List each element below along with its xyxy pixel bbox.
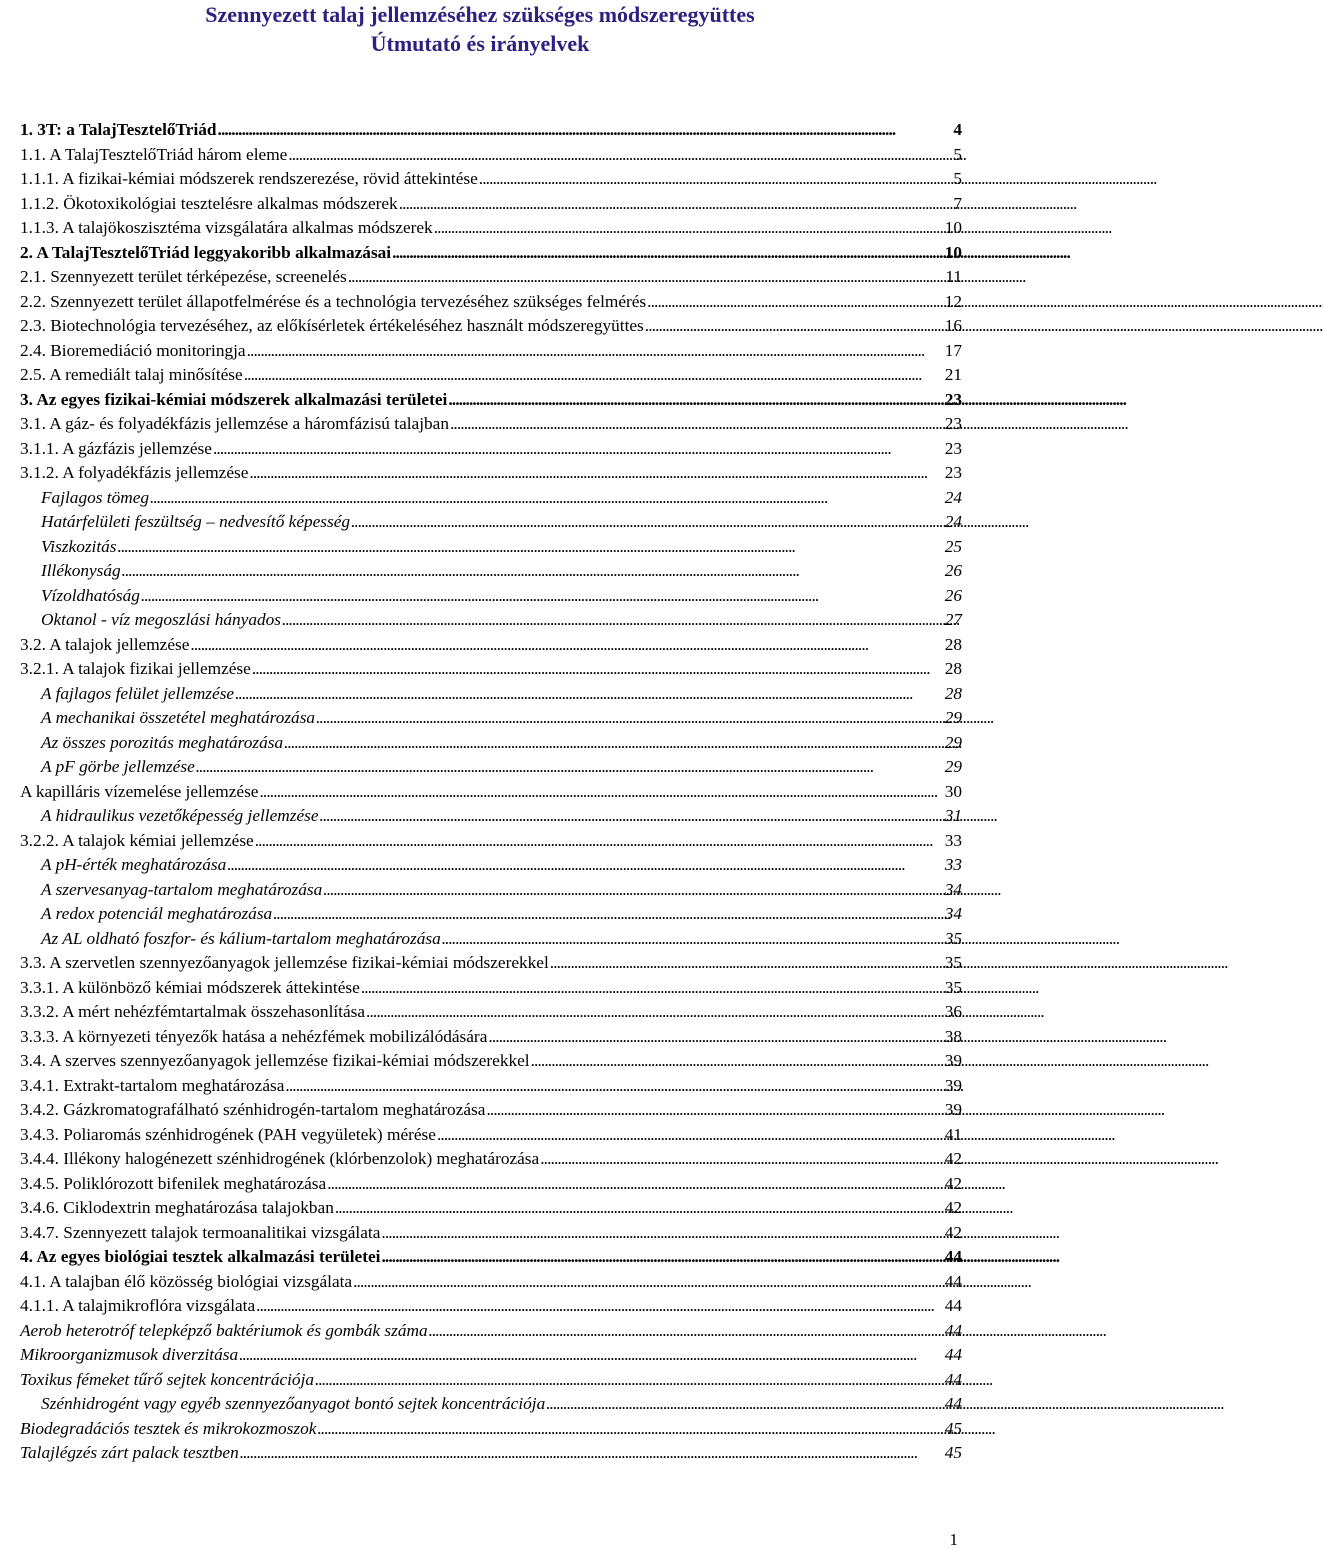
toc-entry-page: 16: [944, 316, 962, 335]
toc-entry[interactable]: [20, 388, 962, 413]
toc-entry-label: 3.4. A szerves szennyezőanyagok jellemzése fizikai-kémiai módszerekkel: [20, 1049, 531, 1073]
toc-leader-dots: [323, 878, 940, 902]
toc-leader-dots: [239, 1343, 941, 1367]
toc-entry[interactable]: [20, 902, 962, 927]
toc-leader-dots: [479, 167, 950, 191]
toc-entry-page: 28: [944, 683, 962, 703]
toc-entry-page: 30: [944, 781, 962, 801]
toc-entry-label: 2. A TalajTesztelőTriád leggyakoribb alkalmazásai: [20, 241, 392, 265]
table-of-contents: [20, 118, 962, 1466]
toc-entry-label: 3.3. A szervetlen szennyezőanyagok jellemzése fizikai-kémiai módszerekkel: [20, 951, 550, 975]
toc-entry-page: 39: [944, 1051, 962, 1070]
toc-entry-page: 4: [953, 120, 962, 139]
toc-leader-dots: [546, 1392, 941, 1416]
toc-entry-label: 1. 3T: a TalajTesztelőTriád: [20, 118, 218, 142]
toc-leader-dots: [249, 461, 940, 485]
toc-entry[interactable]: [20, 437, 962, 462]
toc-entry-label: 1.1. A TalajTesztelőTriád három eleme: [20, 143, 288, 167]
toc-entry-label: 3.4.2. Gázkromatografálható szénhidrogén-tartalom meghatározása: [20, 1098, 486, 1122]
toc-entry[interactable]: [20, 804, 962, 829]
toc-entry-label: A redox potenciál meghatározása: [20, 902, 273, 926]
toc-entry-label: 2.4. Bioremediáció monitoringja: [20, 339, 247, 363]
toc-entry[interactable]: [20, 755, 962, 780]
toc-entry-label: A kapilláris vízemelése jellemzése: [20, 780, 259, 804]
toc-entry-page: 10: [944, 218, 962, 237]
toc-leader-dots: [434, 216, 941, 240]
toc-entry[interactable]: [20, 143, 962, 168]
toc-leader-dots: [327, 1172, 941, 1196]
toc-entry-page: 44: [944, 1247, 962, 1266]
toc-entry-page: 35: [944, 977, 962, 997]
toc-entry-label: 1.1.1. A fizikai-kémiai módszerek rendszerezése, rövid áttekintése: [20, 167, 479, 191]
toc-entry-label: A pH-érték meghatározása: [20, 853, 227, 877]
toc-entry[interactable]: [20, 241, 962, 266]
toc-entry[interactable]: [20, 1123, 962, 1148]
toc-entry-label: 3.4.4. Illékony halogénezett szénhidrogének (klórbenzolok) meghatározása: [20, 1147, 540, 1171]
toc-entry-label: Határfelületi feszültség – nedvesítő képesség: [20, 510, 351, 534]
toc-leader-dots: [531, 1049, 941, 1073]
toc-entry-label: 3.4.3. Poliaromás szénhidrogének (PAH vegyületek) mérése: [20, 1123, 437, 1147]
toc-leader-dots: [235, 682, 941, 706]
toc-leader-dots: [315, 1368, 941, 1392]
toc-entry-label: A fajlagos felület jellemzése: [20, 682, 235, 706]
toc-entry-label: Oktanol - víz megoszlási hányados: [20, 608, 282, 632]
toc-entry[interactable]: [20, 486, 962, 511]
toc-leader-dots: [227, 853, 940, 877]
toc-leader-dots: [240, 1441, 941, 1465]
toc-entry-page: 21: [944, 365, 962, 384]
toc-leader-dots: [282, 608, 941, 632]
toc-entry[interactable]: [20, 1343, 962, 1368]
toc-entry-label: 1.1.3. A talajökoszisztéma vizsgálatára alkalmas módszerek: [20, 216, 434, 240]
toc-leader-dots: [381, 1221, 940, 1245]
toc-entry[interactable]: [20, 1417, 962, 1442]
toc-entry-label: Az AL oldható foszfor- és kálium-tartalom meghatározása: [20, 927, 442, 951]
title-line-1: Szennyezett talaj jellemzéséhez szükséges módszeregyüttes: [205, 2, 755, 27]
toc-leader-dots: [122, 559, 941, 583]
toc-leader-dots: [273, 902, 941, 926]
toc-entry[interactable]: [20, 731, 962, 756]
toc-entry-label: 3.2.1. A talajok fizikai jellemzése: [20, 657, 252, 681]
toc-entry[interactable]: [20, 510, 962, 535]
toc-entry-label: 3.3.2. A mért nehézfémtartalmak összehasonlítása: [20, 1000, 366, 1024]
toc-entry-label: Biodegradációs tesztek és mikrokozmoszok: [20, 1417, 317, 1441]
toc-entry[interactable]: [20, 1098, 962, 1123]
toc-leader-dots: [256, 1294, 941, 1318]
toc-entry[interactable]: [20, 682, 962, 707]
toc-entry-page: 23: [944, 438, 962, 458]
toc-entry[interactable]: [20, 584, 962, 609]
toc-leader-dots: [317, 1417, 940, 1441]
toc-entry-label: 3.4.6. Ciklodextrin meghatározása talajokban: [20, 1196, 335, 1220]
toc-entry-page: 12: [944, 291, 962, 311]
toc-entry-label: 4. Az egyes biológiai tesztek alkalmazási területei: [20, 1245, 381, 1269]
toc-leader-dots: [247, 339, 941, 363]
toc-entry[interactable]: [20, 1294, 962, 1319]
toc-entry-page: 45: [944, 1443, 962, 1462]
toc-leader-dots: [348, 265, 942, 289]
toc-leader-dots: [486, 1098, 940, 1122]
toc-entry-page: 31: [944, 806, 962, 825]
toc-entry-page: 25: [944, 536, 962, 556]
toc-entry[interactable]: [20, 829, 962, 854]
toc-leader-dots: [381, 1245, 940, 1269]
toc-entry[interactable]: [20, 951, 962, 976]
toc-leader-dots: [392, 241, 941, 265]
toc-entry-label: 3.4.7. Szennyezett talajok termoanalitikai vizsgálata: [20, 1221, 381, 1245]
toc-entry-page: 42: [944, 1173, 962, 1193]
toc-entry-label: A szervesanyag-tartalom meghatározása: [20, 878, 323, 902]
toc-entry-page: 34: [944, 904, 962, 923]
toc-entry-page: 29: [944, 732, 962, 752]
toc-entry-page: 5: [953, 144, 962, 164]
toc-leader-dots: [429, 1319, 941, 1343]
toc-entry-page: 17: [944, 340, 962, 360]
toc-entry-page: 45: [944, 1418, 962, 1438]
toc-entry-label: 3.1.2. A folyadékfázis jellemzése: [20, 461, 249, 485]
toc-entry[interactable]: [20, 167, 962, 192]
toc-leader-dots: [141, 584, 941, 608]
toc-leader-dots: [213, 437, 941, 461]
toc-entry[interactable]: [20, 657, 962, 682]
toc-leader-dots: [118, 535, 941, 559]
toc-entry-page: 42: [944, 1222, 962, 1242]
toc-leader-dots: [244, 363, 941, 387]
toc-entry-page: 35: [944, 953, 962, 972]
toc-entry-page: 35: [944, 928, 962, 948]
toc-leader-dots: [196, 755, 941, 779]
toc-entry-page: 23: [944, 463, 962, 482]
toc-leader-dots: [335, 1196, 941, 1220]
toc-entry-label: 2.2. Szennyezett terület állapotfelmérése és a technológia tervezéséhez szükséges felmérés: [20, 290, 647, 314]
toc-entry-page: 44: [944, 1296, 962, 1315]
toc-entry[interactable]: [20, 633, 962, 658]
toc-entry[interactable]: [20, 1196, 962, 1221]
toc-entry-page: 24: [944, 512, 962, 531]
toc-leader-dots: [284, 731, 941, 755]
toc-entry[interactable]: [20, 265, 962, 290]
toc-entry-label: 2.5. A remediált talaj minősítése: [20, 363, 244, 387]
toc-entry-page: 26: [944, 561, 962, 580]
toc-entry-page: 42: [944, 1149, 962, 1168]
toc-entry[interactable]: [20, 706, 962, 731]
document-title: [0, 0, 960, 58]
toc-entry[interactable]: [20, 927, 962, 952]
toc-entry-page: 44: [944, 1271, 962, 1291]
toc-leader-dots: [252, 657, 941, 681]
toc-entry-page: 27: [944, 610, 962, 629]
toc-entry-label: 2.1. Szennyezett terület térképezése, screenelés: [20, 265, 348, 289]
toc-entry-label: 1.1.2. Ökotoxikológiai tesztelésre alkalmas módszerek: [20, 192, 399, 216]
toc-entry-page: 29: [944, 708, 962, 727]
toc-entry-label: 4.1.1. A talajmikroflóra vizsgálata: [20, 1294, 256, 1318]
toc-entry-page: 28: [944, 659, 962, 678]
toc-leader-dots: [647, 290, 941, 314]
toc-entry-page: 44: [944, 1369, 962, 1389]
toc-entry-label: Vízoldhatóság: [20, 584, 141, 608]
toc-entry[interactable]: [20, 1147, 962, 1172]
toc-entry-label: 3.2. A talajok jellemzése: [20, 633, 190, 657]
toc-entry[interactable]: [20, 461, 962, 486]
toc-entry-label: Aerob heterotróf telepképző baktériumok és gombák száma: [20, 1319, 429, 1343]
toc-entry-page: 36: [944, 1002, 962, 1021]
toc-entry-page: 44: [944, 1345, 962, 1364]
toc-entry[interactable]: [20, 1392, 962, 1417]
toc-entry-page: 24: [944, 487, 962, 507]
toc-entry-page: 39: [944, 1075, 962, 1095]
toc-leader-dots: [645, 314, 941, 338]
toc-entry[interactable]: [20, 1221, 962, 1246]
toc-entry[interactable]: [20, 976, 962, 1001]
toc-entry-label: A pF görbe jellemzése: [20, 755, 196, 779]
toc-entry-label: Fajlagos tömeg: [20, 486, 150, 510]
toc-entry-label: 3. Az egyes fizikai-kémiai módszerek alkalmazási területei: [20, 388, 448, 412]
toc-leader-dots: [488, 1025, 940, 1049]
toc-entry[interactable]: [20, 1000, 962, 1025]
toc-entry-page: 10: [944, 242, 962, 262]
toc-entry-label: Mikroorganizmusok diverzitása: [20, 1343, 239, 1367]
toc-entry[interactable]: [20, 780, 962, 805]
toc-leader-dots: [366, 1000, 941, 1024]
toc-entry[interactable]: [20, 1368, 962, 1393]
toc-entry[interactable]: [20, 412, 962, 437]
toc-entry-label: A hidraulikus vezetőképesség jellemzése: [20, 804, 320, 828]
toc-entry-label: 3.4.1. Extrakt-tartalom meghatározása: [20, 1074, 285, 1098]
toc-entry[interactable]: [20, 535, 962, 560]
toc-entry-label: 3.4.5. Poliklórozott bifenilek meghatározása: [20, 1172, 327, 1196]
toc-leader-dots: [353, 1270, 941, 1294]
toc-entry-page: 29: [944, 757, 962, 776]
toc-entry[interactable]: [20, 1319, 962, 1344]
toc-entry-label: Illékonyság: [20, 559, 122, 583]
toc-entry[interactable]: [20, 608, 962, 633]
toc-leader-dots: [450, 412, 941, 436]
toc-entry-label: Talajlégzés zárt palack tesztben: [20, 1441, 240, 1465]
toc-entry-label: A mechanikai összetétel meghatározása: [20, 706, 316, 730]
toc-entry[interactable]: [20, 853, 962, 878]
toc-entry-label: Viszkozitás: [20, 535, 118, 559]
toc-leader-dots: [255, 829, 941, 853]
toc-entry[interactable]: [20, 363, 962, 388]
toc-entry-label: 3.1. A gáz- és folyadékfázis jellemzése a háromfázisú talajban: [20, 412, 450, 436]
toc-leader-dots: [361, 976, 941, 1000]
toc-entry-label: Toxikus fémeket tűrő sejtek koncentrációja: [20, 1368, 315, 1392]
toc-entry-label: 3.3.3. A környezeti tényezők hatása a nehézfémek mobilizálódására: [20, 1025, 488, 1049]
toc-entry[interactable]: [20, 339, 962, 364]
toc-entry-page: 39: [944, 1100, 962, 1119]
toc-entry-page: 23: [944, 414, 962, 433]
toc-entry-page: 42: [944, 1198, 962, 1217]
toc-entry[interactable]: [20, 1245, 962, 1270]
toc-entry[interactable]: [20, 290, 962, 315]
toc-entry-page: 7: [953, 193, 962, 213]
toc-entry-page: 28: [944, 634, 962, 654]
toc-leader-dots: [442, 927, 941, 951]
toc-entry-label: 4.1. A talajban élő közösség biológiai vizsgálata: [20, 1270, 353, 1294]
toc-leader-dots: [351, 510, 941, 534]
toc-entry-page: 34: [944, 879, 962, 899]
toc-entry-label: 2.3. Biotechnológia tervezéséhez, az előkísérletek értékeléséhez használt módszeregyüttes: [20, 314, 645, 338]
toc-leader-dots: [285, 1074, 940, 1098]
toc-entry-page: 33: [944, 830, 962, 850]
toc-leader-dots: [437, 1123, 941, 1147]
toc-entry[interactable]: [20, 878, 962, 903]
toc-entry-page: 44: [944, 1320, 962, 1340]
toc-entry[interactable]: [20, 216, 962, 241]
toc-entry[interactable]: [20, 118, 962, 143]
toc-entry-label: Az összes porozitás meghatározása: [20, 731, 284, 755]
toc-entry[interactable]: [20, 1074, 962, 1099]
toc-entry[interactable]: [20, 1172, 962, 1197]
toc-leader-dots: [540, 1147, 941, 1171]
toc-entry[interactable]: [20, 1270, 962, 1295]
toc-leader-dots: [320, 804, 941, 828]
toc-leader-dots: [190, 633, 940, 657]
toc-entry-page: 41: [944, 1124, 962, 1144]
toc-entry-page: 33: [944, 855, 962, 874]
toc-entry-page: 5: [953, 169, 962, 188]
title-line-2: Útmutató és irányelvek: [370, 31, 590, 56]
toc-leader-dots: [288, 143, 949, 167]
toc-entry[interactable]: [20, 559, 962, 584]
toc-entry[interactable]: [20, 192, 962, 217]
toc-entry[interactable]: [20, 314, 962, 339]
toc-entry[interactable]: [20, 1025, 962, 1050]
toc-entry-page: 23: [944, 389, 962, 409]
toc-entry-label: 3.3.1. A különböző kémiai módszerek áttekintése: [20, 976, 361, 1000]
toc-entry-label: Szénhidrogént vagy egyéb szennyezőanyagot bontó sejtek koncentrációja: [20, 1392, 546, 1416]
toc-leader-dots: [150, 486, 941, 510]
toc-entry-label: 3.2.2. A talajok kémiai jellemzése: [20, 829, 255, 853]
toc-leader-dots: [259, 780, 940, 804]
toc-leader-dots: [550, 951, 941, 975]
toc-entry-page: 44: [944, 1394, 962, 1413]
toc-leader-dots: [316, 706, 941, 730]
toc-entry[interactable]: [20, 1049, 962, 1074]
toc-entry-page: 26: [944, 585, 962, 605]
page-number: 1: [949, 1530, 958, 1549]
toc-leader-dots: [218, 118, 950, 142]
toc-entry-page: 11: [945, 267, 962, 286]
toc-entry-page: 38: [944, 1026, 962, 1046]
toc-entry[interactable]: [20, 1441, 962, 1466]
toc-entry-label: 3.1.1. A gázfázis jellemzése: [20, 437, 213, 461]
toc-leader-dots: [399, 192, 950, 216]
toc-leader-dots: [448, 388, 940, 412]
